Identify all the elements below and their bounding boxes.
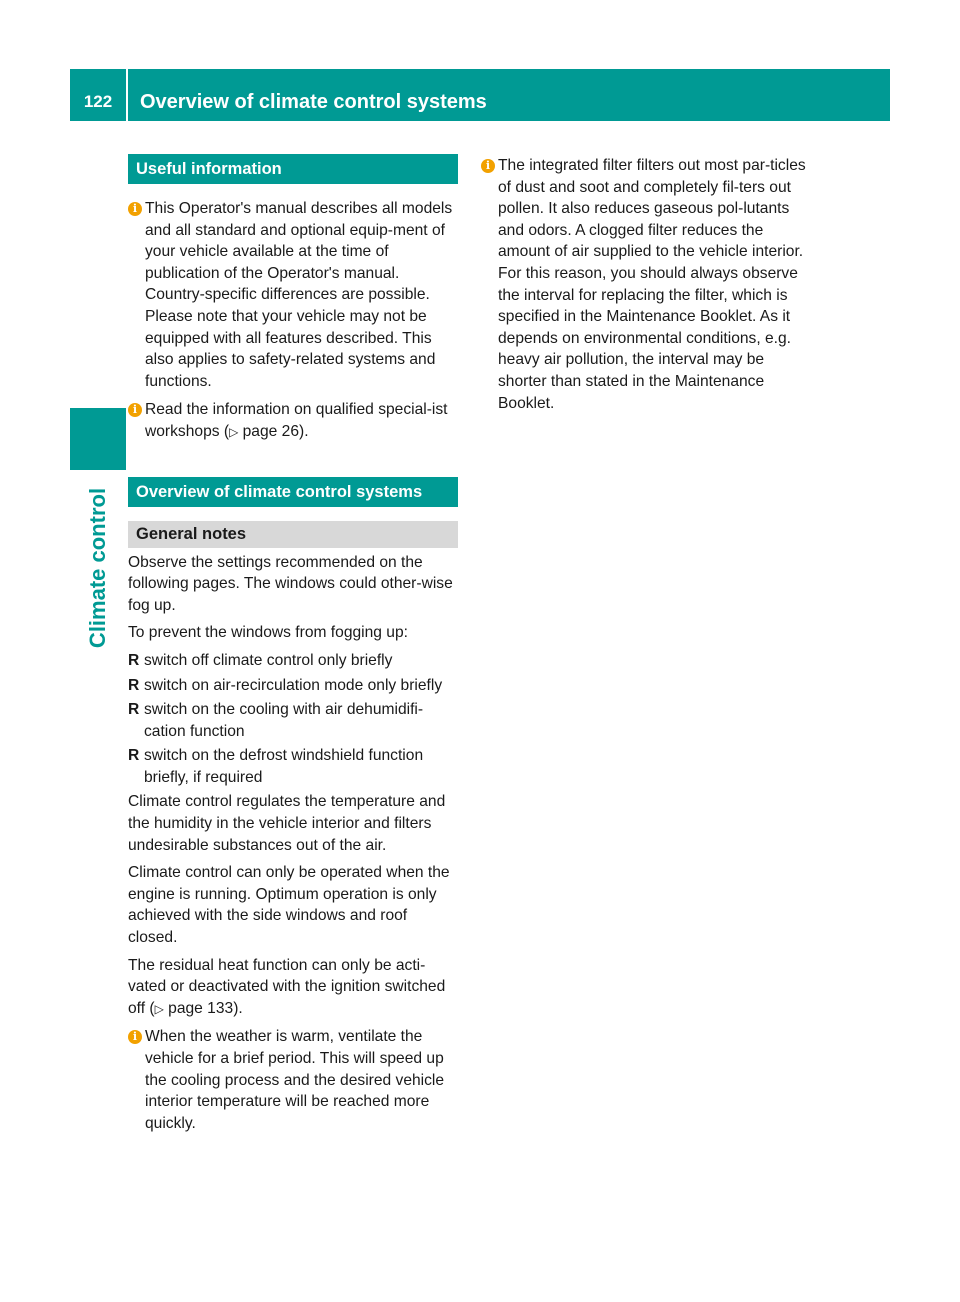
info-icon: i [481, 159, 495, 173]
info-note-text: This Operator's manual describes all models and all standard and optional equip-ment of your vehicle available at the time of publication of the Operator's manual. Country-specific differences are possible. Please note that your vehicle may not be equipped with all features described. This also applies to safety-related systems and functions. [145, 200, 453, 390]
bullet-icon: R [128, 676, 140, 694]
fogging-prevention-list [128, 650, 458, 789]
subsection-heading-general-notes: General notes [128, 521, 458, 548]
info-icon: i [128, 1030, 142, 1044]
info-note [481, 155, 813, 414]
info-icon: i [128, 403, 142, 417]
page-reference-link[interactable]: page 133). [163, 999, 243, 1017]
right-column [481, 155, 813, 421]
list-item [128, 745, 458, 788]
page-reference-arrow-icon: ▷ [229, 424, 239, 439]
info-note [128, 399, 458, 443]
page-reference-arrow-icon: ▷ [154, 1001, 164, 1016]
list-item-text: switch off climate control only briefly [144, 651, 393, 669]
info-note-text: Read the information on qualified special-ist workshops ( [145, 401, 448, 440]
info-note-text: The integrated filter filters out most par-ticles of dust and soot and completely fil-ters out pollen. It also reduces gaseous pol-lutants and odors. A clogged filter reduces the amount of air supplied to the vehicle interior. For this reason, you should always observe the interval for replacing the filter, which is specified in the Maintenance Booklet. As it depends on environmental conditions, e.g. heavy air pollution, the interval may be shorter than stated in the Maintenance Booklet. [498, 157, 806, 412]
list-item-text: switch on the defrost windshield function briefly, if required [144, 747, 424, 786]
paragraph: Climate control regulates the temperature and the humidity in the vehicle interior and filters undesirable substances out of the air. [128, 793, 446, 854]
section-heading-overview: Overview of climate control systems [128, 477, 458, 507]
page-number: 122 [83, 92, 113, 111]
chapter-tab-marker [70, 408, 126, 470]
bullet-icon: R [128, 701, 140, 719]
section-heading-useful-information: Useful information [128, 154, 458, 184]
list-item-text: switch on air-recirculation mode only briefly [144, 676, 443, 694]
section-spacer [128, 451, 458, 473]
chapter-label: Climate control [85, 487, 110, 649]
list-item [128, 699, 458, 742]
paragraph: Climate control can only be operated when the engine is running. Optimum operation is only achieved with the side windows and roof closed. [128, 864, 450, 947]
paragraph: Observe the settings recommended on the following pages. The windows could other-wise fog up. [128, 553, 453, 614]
list-item-text: switch on the cooling with air dehumidifi-cation function [144, 701, 424, 740]
paragraph-text: The residual heat function can only be acti-vated or deactivated with the ignition switched off ( [128, 956, 446, 1017]
paragraph: To prevent the windows from fogging up: [128, 624, 408, 642]
bullet-icon: R [128, 747, 140, 765]
bullet-icon: R [128, 651, 140, 669]
header-divider [126, 69, 128, 121]
paragraph [128, 955, 458, 1021]
list-item [128, 650, 458, 672]
info-note [128, 1026, 458, 1134]
page-reference-link[interactable]: page 26). [238, 422, 309, 440]
info-note [128, 198, 458, 392]
page-title: Overview of climate control systems [140, 91, 487, 113]
info-icon: i [128, 202, 142, 216]
left-column [128, 150, 458, 1141]
list-item [128, 675, 458, 697]
info-note-text: When the weather is warm, ventilate the vehicle for a brief period. This will speed up the cooling process and the desired vehicle interior temperature will be reached more quickly. [145, 1028, 445, 1132]
